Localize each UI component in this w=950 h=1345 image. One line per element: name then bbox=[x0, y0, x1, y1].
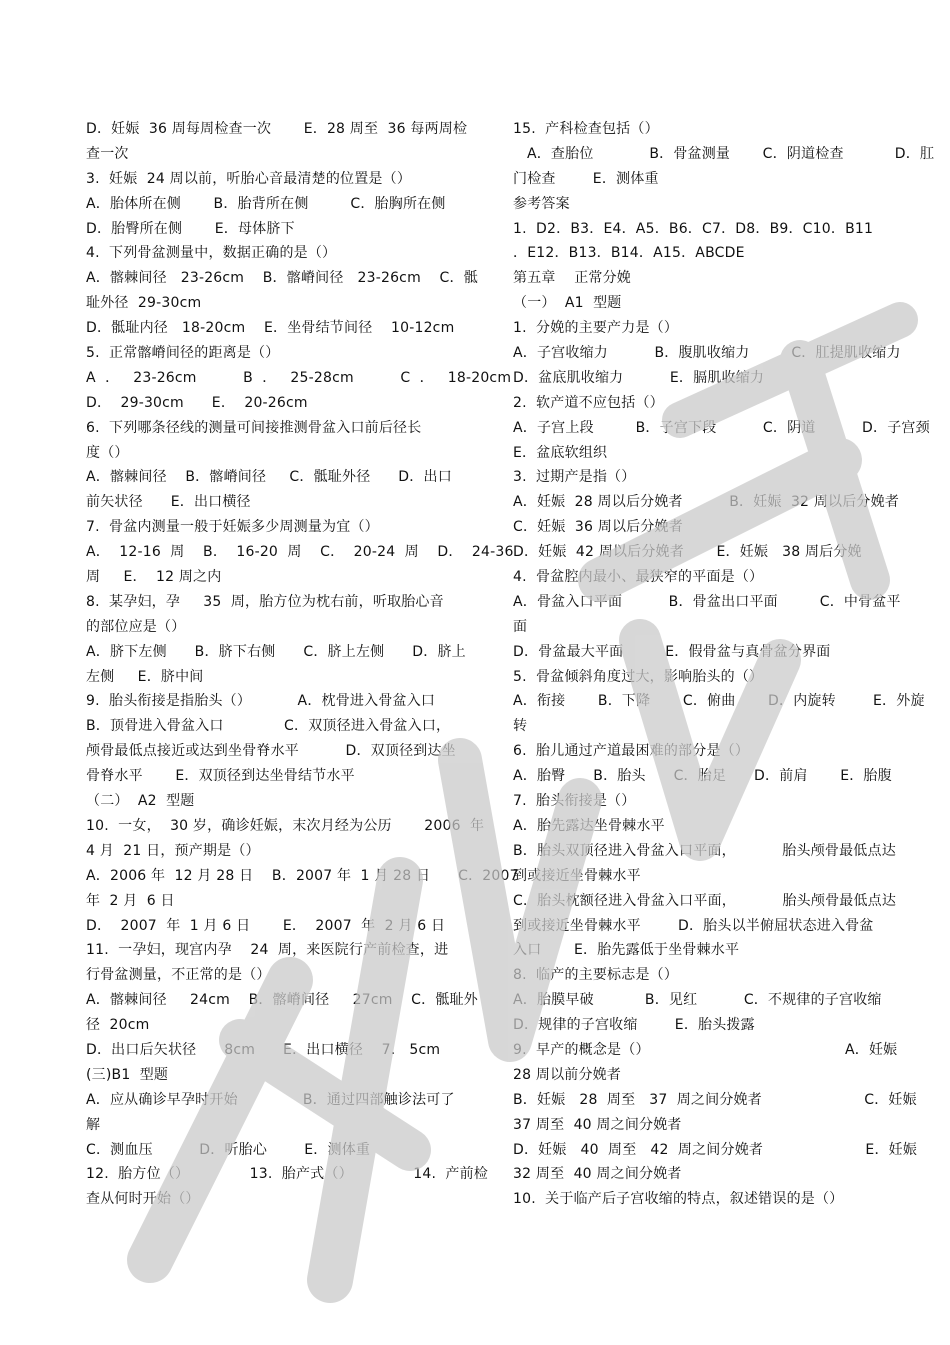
right-text-line: 第五章 正常分娩 bbox=[513, 270, 632, 287]
right-text-line: D．骨盆最大平面 E．假骨盆与真骨盆分界面 bbox=[513, 643, 831, 660]
right-text-line: 参考答案 bbox=[513, 195, 570, 212]
right-text-line: B．胎头双顶径进入骨盆入口平面， 胎头颅骨最低点达 bbox=[513, 842, 896, 859]
right-text-line: 32 周至 40 周之间分娩者 bbox=[513, 1166, 682, 1183]
left-text-line: 4 月 21 日，预产期是（） bbox=[86, 842, 260, 859]
left-text-line: A． 12-16 周 B． 16-20 周 C． 20-24 周 D． 24-36 bbox=[86, 544, 514, 561]
left-text-line: A．胎体所在侧 B．胎背所在侧 C．胎胸所在侧 bbox=[86, 195, 446, 212]
left-text-line: A．髂棘间径 23-26cm B．髂嵴间径 23-26cm C．骶 bbox=[86, 270, 478, 287]
right-text-line: ．E12．B13．B14．A15．ABCDE bbox=[513, 245, 745, 262]
left-text-line: C．测血压 D．听胎心 E．测体重 bbox=[86, 1141, 371, 1158]
right-text-line: D．规律的子宫收缩 E．胎头拨露 bbox=[513, 1017, 755, 1034]
left-text-line: 左侧 E．脐中间 bbox=[86, 668, 204, 685]
right-text-line: 到或接近坐骨棘水平 D．胎头以半俯屈状态进入骨盆 bbox=[513, 917, 874, 934]
left-text-line: A．脐下左侧 B．脐下右侧 C．脐上左侧 D．脐上 bbox=[86, 643, 466, 660]
right-text-line: 8. 临产的主要标志是（） bbox=[513, 967, 679, 984]
left-text-line: D．妊娠 36 周每周检查一次 E．28 周至 36 每两周检 bbox=[86, 121, 468, 137]
left-text-line: 5. 正常髂嵴间径的距离是（） bbox=[86, 345, 280, 362]
right-text-line: 9. 早产的概念是（） A．妊娠 bbox=[513, 1041, 898, 1058]
left-text-line: 11. 一孕妇，现宫内孕 24 周，来医院行产前检查，进 bbox=[86, 942, 449, 959]
left-text-line: 7. 骨盆内测量一般于妊娠多少周测量为宜（） bbox=[86, 519, 379, 536]
left-text-line: B．顶骨进入骨盆入口 C．双顶径进入骨盆入口， bbox=[86, 718, 451, 735]
left-text-line: D．出口后矢状径 8cm E．出口横径 7. 5cm bbox=[86, 1041, 441, 1058]
left-text-line: 颅骨最低点接近或达到坐骨脊水平 D．双顶径到达坐 bbox=[86, 743, 456, 760]
right-text-line: E．盆底软组织 bbox=[513, 444, 608, 461]
left-text-line: 6. 下列哪条径线的测量可间接推测骨盆入口前后径长 bbox=[86, 419, 422, 436]
left-text-line: (三)B1 型题 bbox=[86, 1066, 169, 1083]
left-text-line: 径 20cm bbox=[86, 1017, 150, 1034]
right-text-line: 15. 产科检查包括（） bbox=[513, 121, 659, 137]
right-text-line: 3. 过期产是指（） bbox=[513, 469, 636, 486]
left-text-line: 前矢状径 E．出口横径 bbox=[86, 494, 251, 511]
right-text-line: 5. 骨盆倾斜角度过大，影响胎头的（） bbox=[513, 668, 764, 685]
right-text-line: A．衔接 B．下降 C．俯曲 D．内旋转 E．外旋 bbox=[513, 693, 925, 710]
left-text-line: D．胎臀所在侧 E．母体脐下 bbox=[86, 220, 295, 237]
left-text-line: 9. 胎头衔接是指胎头（） A．枕骨进入骨盆入口 bbox=[86, 693, 436, 710]
right-text-line: C．胎头枕额径进入骨盆入口平面， 胎头颅骨最低点达 bbox=[513, 892, 897, 909]
left-text-line: 年 2 月 6 日 bbox=[86, 892, 175, 909]
right-text-line: 2. 软产道不应包括（） bbox=[513, 394, 664, 411]
right-text-line: 入口 E．胎先露低于坐骨棘水平 bbox=[513, 942, 740, 959]
left-text-line: A ． 23-26cm B ． 25-28cm C ． 18-20cm bbox=[86, 369, 512, 386]
left-text-line: （二） A2 型题 bbox=[86, 793, 195, 810]
left-text-line: 12. 胎方位（） 13. 胎产式（） 14. 产前检 bbox=[86, 1166, 488, 1183]
left-column bbox=[86, 117, 519, 1212]
right-text-line: A．子宫上段 B．子宫下段 C．阴道 D．子宫颈 bbox=[513, 419, 930, 436]
left-text-line: 度（） bbox=[86, 444, 129, 461]
right-text-line: 1. 分娩的主要产力是（） bbox=[513, 320, 679, 337]
left-text-line: 周 E． 12 周之内 bbox=[86, 569, 222, 586]
right-text-line: B．妊娠 28 周至 37 周之间分娩者 C．妊娠 bbox=[513, 1091, 917, 1108]
right-text-line: 面 bbox=[513, 618, 528, 635]
right-text-line: D．盆底肌收缩力 E．膈肌收缩力 bbox=[513, 369, 765, 386]
right-text-line: 转 bbox=[513, 718, 528, 735]
left-text-line: A．髂棘间径 24cm B．髂嵴间径 27cm C．骶耻外 bbox=[86, 992, 478, 1009]
right-text-line: A．骨盆入口平面 B．骨盆出口平面 C．中骨盆平 bbox=[513, 593, 901, 610]
right-text-line: A．查胎位 B．骨盆测量 C．阴道检查 D．肛 bbox=[513, 145, 935, 162]
right-text-line: 37 周至 40 周之间分娩者 bbox=[513, 1116, 682, 1133]
left-text-line: 查从何时开始（） bbox=[86, 1191, 200, 1208]
right-text-line: 1. D2．B3．E4．A5．B6．C7．D8．B9．C10．B11 bbox=[513, 220, 874, 237]
right-text-line: A．胎臀 B．胎头 C．胎足 D．前肩 E．胎腹 bbox=[513, 768, 892, 785]
left-text-line: D． 2007 年 1 月 6 日 E． 2007 年 2 月 6 日 bbox=[86, 917, 446, 934]
right-text-line: A．胎先露达坐骨棘水平 bbox=[513, 817, 665, 834]
left-text-line: 4. 下列骨盆测量中，数据正确的是（） bbox=[86, 245, 337, 262]
right-text-line: 6. 胎儿通过产道最困难的部分是（） bbox=[513, 743, 750, 760]
left-text-line: 耻外径 29-30cm bbox=[86, 295, 202, 312]
right-text-line: D．妊娠 42 周以后分娩者 E．妊娠 38 周后分娩 bbox=[513, 544, 862, 561]
left-text-line: A．应从确诊早孕时开始 B．通过四部触诊法可了 bbox=[86, 1091, 455, 1108]
left-text-line: 的部位应是（） bbox=[86, 618, 186, 635]
right-text-line: A．子宫收缩力 B．腹肌收缩力 C．肛提肌收缩力 bbox=[513, 345, 901, 362]
right-text-line: 4. 骨盆腔内最小、最狭窄的平面是（） bbox=[513, 569, 764, 586]
left-text-line: D．骶耻内径 18-20cm E．坐骨结节间径 10-12cm bbox=[86, 320, 455, 337]
right-text-line: 28 周以前分娩者 bbox=[513, 1066, 622, 1083]
left-text-line: D． 29-30cm E． 20-26cm bbox=[86, 394, 308, 411]
right-text-line: 10. 关于临产后子宫收缩的特点，叙述错误的是（） bbox=[513, 1191, 844, 1208]
left-text-line: 解 bbox=[86, 1116, 101, 1133]
left-text-line: 骨脊水平 E．双顶径到达坐骨结节水平 bbox=[86, 768, 355, 785]
right-text-line: A．妊娠 28 周以后分娩者 B．妊娠 32 周以后分娩者 bbox=[513, 494, 900, 511]
left-text-line: A．髂棘间径 B．髂嵴间径 C．骶耻外径 D．出口 bbox=[86, 469, 452, 486]
right-text-line: 门检查 E．测体重 bbox=[513, 170, 659, 187]
right-text-line: （一） A1 型题 bbox=[513, 295, 622, 312]
right-text-line: 7. 胎头衔接是（） bbox=[513, 793, 636, 810]
right-text-line: A．胎膜早破 B．见红 C．不规律的子宫收缩 bbox=[513, 992, 882, 1009]
right-text-line: C．妊娠 36 周以后分娩者 bbox=[513, 519, 683, 536]
right-text-line: 到或接近坐骨棘水平 bbox=[513, 867, 641, 884]
left-text-line: 查一次 bbox=[86, 145, 129, 162]
left-text-line: 10. 一女， 30 岁，确诊妊娠，末次月经为公历 2006 年 bbox=[86, 817, 485, 834]
right-column bbox=[513, 117, 935, 1212]
right-text-line: D．妊娠 40 周至 42 周之间分娩者 E．妊娠 bbox=[513, 1141, 918, 1158]
left-text-line: 8. 某孕妇，孕 35 周，胎方位为枕右前，听取胎心音 bbox=[86, 593, 444, 610]
left-text-line: A．2006 年 12 月 28 日 B．2007 年 1 月 28 日 C．2007 bbox=[86, 867, 519, 884]
left-text-line: 行骨盆测量，不正常的是（） bbox=[86, 967, 271, 984]
left-text-line: 3. 妊娠 24 周以前，听胎心音最清楚的位置是（） bbox=[86, 170, 412, 187]
